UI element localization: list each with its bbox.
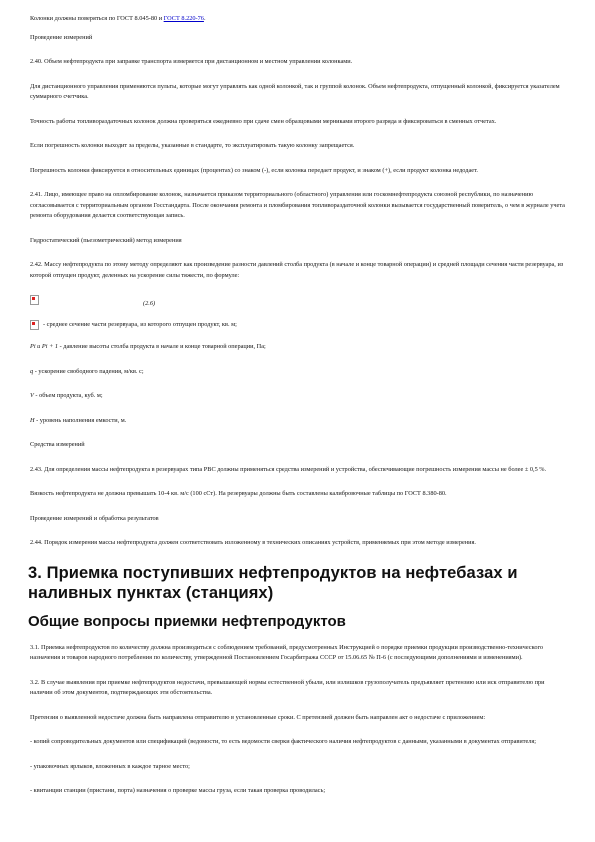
subheading-processing: Проведение измерений и обработка результатов <box>30 514 159 522</box>
gost-reference-line <box>30 14 565 25</box>
paragraph-error-fix: Погрешность колонки фиксируется в относительных единицах (процентах) со знаком (-), если колонка передает продукт, и знаком (+), если продукт колонка недодает. <box>30 166 478 174</box>
general-questions-heading: Общие вопросы приемки нефтепродуктов <box>28 612 346 630</box>
symbol: H <box>30 416 35 424</box>
definition-text: - объем продукта, куб. м; <box>33 392 103 399</box>
list-item-labels: - упаковочных ярлыков, вложенных в каждое тарное место; <box>30 762 190 770</box>
symbol: Pi и Pi + 1 <box>30 343 59 350</box>
paragraph-remote-control: Для дистанционного управления применяются пульты, которые могут управлять как одной колонкой, так и группой колонок. Объем нефтепродукта, отпущенный колонкой, фиксируется указателем суммарного счетчика. <box>30 82 560 100</box>
broken-image-icon <box>30 320 39 330</box>
definition-text: - среднее сечение части резервуара, из которого отпущен продукт, кв. м; <box>43 320 237 328</box>
section-3-heading: 3. Приемка поступивших нефтепродуктов на нефтебазах и наливных пунктах (станциях) <box>28 563 518 602</box>
document-page <box>30 14 565 811</box>
subheading-means: Средства измерений <box>30 441 85 448</box>
subheading-hydrostatic: Гидростатический (пьезометрический) метод измерения <box>30 236 182 244</box>
definition-text: - ускорение свободного падения, м/кв. с; <box>33 367 144 375</box>
definition-pressure <box>30 342 565 353</box>
paragraph-2-44: 2.44. Порядок измерения массы нефтепродукта должен соответствовать изложенному в технических описаниях устройств, применяемых при этом методе измерения. <box>30 539 476 546</box>
broken-image-icon <box>30 295 39 305</box>
paragraph-2-42: 2.42. Массу нефтепродукта по этому методу определяют как произведение разности давлений столба продукта (в начале и конце товарной операции) и средней площади сечения части резервуара, из которой отпущен продукт, деленных на ускорение силы тяжести, по формуле: <box>30 261 564 279</box>
subheading-measurement: Проведение измерений <box>30 33 93 41</box>
list-item-station: - квитанции станции (пристани, порта) назначения о проверке массы груза, если такая проверка проводилась; <box>30 787 326 794</box>
paragraph-3-1: 3.1. Приемка нефтепродуктов по количеству должна производиться с соблюдением требований, предусмотренных Инструкцией о порядке приемки продукции производственно-технического назначения и товаров народного потребления по количеству, утвержденной Постановлением Госарбитража СССР от 15.06.65 № П-6 (с последующими дополнениями и изменениями). <box>30 643 544 661</box>
gost-link[interactable]: ГОСТ 8.220-76 <box>163 15 204 22</box>
paragraph-3-2: 3.2. В случае выявления при приемке нефтепродуктов недостачи, превышающей нормы естественной убыли, или излишков грузополучатель предъявляет претензию или иск отправителю при наличии об этом документов, подтверждающих эти обстоятельства. <box>30 678 545 696</box>
definition-text: - давление высоты столба продукта в начале и конце товарной операции, Па; <box>58 343 266 350</box>
formula-number: (2.6) <box>143 300 156 307</box>
formula-row <box>30 295 565 310</box>
definition-area <box>30 320 565 331</box>
text: Колонки должны поверяться по ГОСТ 8.045-80 и <box>30 15 164 22</box>
paragraph-2-40: 2.40. Объем нефтепродукта при заправке транспорта измеряется при дистанционном и местном управлении колонками. <box>30 58 353 65</box>
list-item-docs: - копий сопроводительных документов или спецификаций (ведомости, то есть ведомости сверки фактического наличия нефтепродуктов с данными, указанными в документах отправителя; <box>30 738 537 745</box>
definition-text: - уровень наполнения емкости, м. <box>34 416 127 424</box>
symbol: q <box>30 367 34 375</box>
paragraph-viscosity: Вязкость нефтепродукта не должна превышать 10-4 кв. м/с (100 сСт). На резервуары должны быть составлены калибровочные таблицы по ГОСТ 8.380-80. <box>30 490 447 497</box>
definition-gravity <box>30 367 565 378</box>
paragraph-error: Если погрешность колонки выходит за пределы, указанные в стандарте, то эксплуатировать такую колонку запрещается. <box>30 142 355 149</box>
definition-level <box>30 416 565 427</box>
paragraph-2-41: 2.41. Лицо, имеющее право на опломбирование колонок, назначается приказом территориального (областного) управления или госкомнефтепродукта союзной республики, по назначению согласовывается с территориальным органом Госстандарта. После окончания ремонта и пломбирования топливораздаточной колонки вызывается государственный поверитель, о чем в журнале учета ремонта оборудования делается соответствующая запись. <box>30 191 565 219</box>
text: . <box>203 15 206 22</box>
symbol: V <box>30 392 34 399</box>
definition-volume <box>30 391 565 402</box>
paragraph-2-43: 2.43. Для определения массы нефтепродукта в резервуарах типа РВС должны применяться средства измерений и устройства, обеспечивающие погрешность измерения массы не более ± 0,5 %. <box>30 465 547 473</box>
paragraph-claim: Претензия о выявленной недостаче должна быть направлена отправителю в установленные сроки. С претензией должен быть направлен акт о недостаче с приложением: <box>30 713 486 721</box>
paragraph-accuracy: Точность работы топливораздаточных колонок должна проверяться ежедневно при сдаче смен образцовыми мерниками второго разряда и фиксироваться в сменных отчетах. <box>30 117 497 125</box>
